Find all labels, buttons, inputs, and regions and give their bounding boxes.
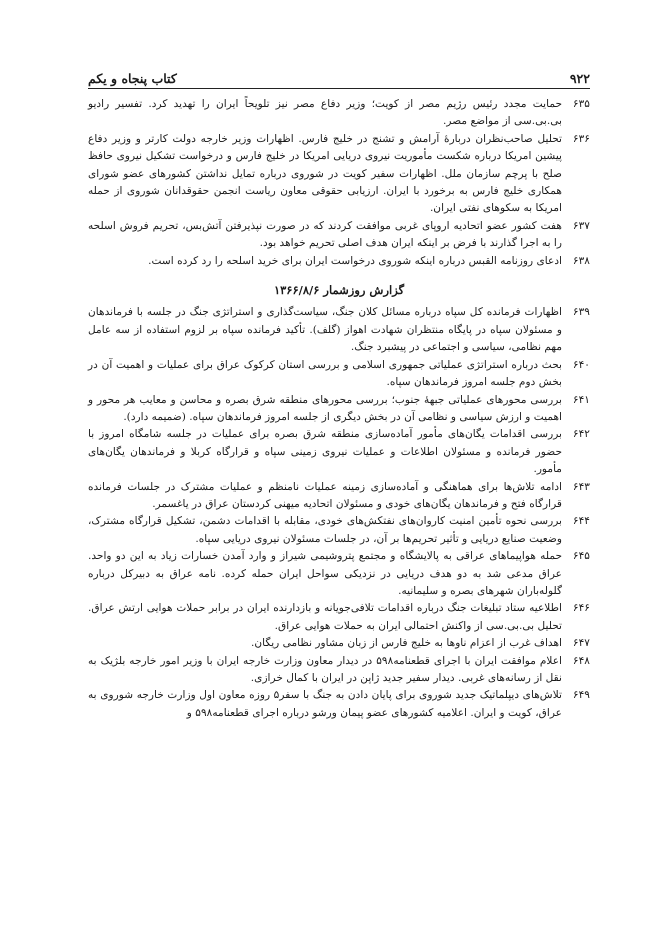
entry-text: ادامه تلاش‌ها برای هماهنگی و آماده‌سازی زمینه عملیات نامنظم و عملیات مشترک در جلسات فرمانده قرارگاه فتح و فرماندهان یگان‌های خودی و مسئولان اتحادیه میهنی کردستان عراق در یاغسمر.	[88, 480, 562, 510]
entry-text: تلاش‌های دیپلماتیک جدید شوروی برای پایان دادن به جنگ با سفر۵ روزه معاون اول وزارت خارجه شوروی به عراق، کویت و ایران. اعلامیه کشورهای عضو پیمان ورشو درباره اجرای قطعنامه۵۹۸ و	[88, 689, 562, 719]
entry-text: اظهارات فرمانده کل سپاه درباره مسائل کلان جنگ، سیاست‌گذاری و استراتژی جنگ در جلسه با فرماندهان و مسئولان سپاه در پایگاه منتظران شهادت اهواز (گلف). تأکید فرمانده سپاه بر لزوم استفاده از سه عامل مهم نظامی، سیاسی و اجتماعی در پیشبرد جنگ.	[88, 306, 562, 354]
entry-text: اهداف غرب از اعزام ناوها به خلیج فارس از زبان مشاور نظامی ریگان.	[251, 637, 562, 650]
page-number: ۹۲۲	[569, 71, 590, 86]
entry-number: ۶۴۸	[572, 654, 590, 667]
section-title: گزارش روزشمار ۱۳۶۶/۸/۶	[273, 283, 405, 298]
entry-number: ۶۳۹	[572, 306, 590, 319]
entry-text: بحث درباره استراتژی عملیاتی جمهوری اسلامی و بررسی استان کرکوک عراق برای عملیات و اهمیت آن در بخش دوم جلسه امروز فرماندهان سپاه.	[88, 358, 562, 389]
entry	[88, 218, 590, 253]
entry-number: ۶۴۵	[572, 550, 590, 563]
entry	[88, 392, 590, 427]
entry	[88, 635, 590, 652]
entry	[88, 131, 590, 218]
entry-number: ۶۳۸	[572, 254, 590, 267]
entry-text: بررسی نحوه تأمین امنیت کاروان‌های نفتکش‌های خودی، مقابله با اقدامات دشمن، تشکیل قرارگاه مشترک، وضعیت صنایع دریایی و تأثیر تحریم‌ها بر آن، در جلسات مسئولان نیروی دریایی سپاه.	[88, 515, 562, 545]
entry	[88, 357, 590, 392]
entry-number: ۶۴۰	[572, 358, 590, 371]
entries-group-after	[88, 304, 590, 722]
entry-number: ۶۴۹	[572, 689, 590, 702]
entries-list	[88, 96, 590, 722]
entry-text: هفت کشور عضو اتحادیه اروپای غربی موافقت کردند که در صورت نپذیرفتن آتش‌بس، تحریم فروش اسلحه را به اجرا گذارند با فرض بر اینکه ایران هدف اصلی تحریم خواهد بود.	[88, 219, 562, 250]
entry	[88, 426, 590, 478]
entry-text: ادعای روزنامه القبس درباره اینکه شوروی درخواست ایران برای خرید اسلحه را رد کرده است.	[148, 254, 562, 267]
entry-number: ۶۳۵	[572, 98, 590, 110]
entry-number: ۶۴۷	[572, 637, 590, 650]
running-header	[88, 64, 590, 86]
entry-number: ۶۴۱	[572, 393, 590, 406]
entry	[88, 513, 590, 548]
entry-text: حمایت مجدد رئیس رژیم مصر از کویت؛ وزیر دفاع مصر نیز تلویحاً ایران را تهدید کرد. تفسیر رادیو بی.بی.سی از مواضع مصر.	[88, 98, 562, 128]
entry-text: اطلاعیه ستاد تبلیغات جنگ درباره اقدامات تلافی‌جویانه و بازدارنده ایران در برابر حملات هوایی ارتش عراق. تحلیل بی.بی.سی از واکنش احتمالی ایران به حملات هوایی عراق.	[88, 602, 562, 632]
entries-group-before	[88, 96, 590, 270]
entry-text: بررسی محورهای عملیاتی جبههٔ جنوب؛ بررسی محورهای منطقه شرق بصره و محاسن و معایب هر محور و اهمیت و ارزش سیاسی و نظامی آن در بخش دیگری از جلسه امروز فرماندهان سپاه. (ضمیمه دارد).	[88, 393, 562, 423]
entry	[88, 653, 590, 688]
entry-text: بررسی اقدامات یگان‌های مأمور آماده‌سازی منطقه شرق بصره برای عملیات در جلسه شامگاه امروز با حضور فرمانده و مسئولان اطلاعات و عملیات نیروی زمینی سپاه و قرارگاه کربلا و فرماندهان یگان‌های مأمور.	[88, 428, 562, 476]
entry-text: تحلیل صاحب‌نظران دربارهٔ آرامش و تشنج در خلیج فارس. اظهارات وزیر خارجه دولت کارتر و وزیر دفاع پیشین امریکا درباره شکست مأموریت نیروی دریایی امریکا در خلیج فارس و درخواست تشکیل نیروی حافظ صلح با پرچم سازمان ملل. اظهارات سفیر کویت در شوروی درباره تمایل نداشتن کشورهای عضو شورای همکاری خلیج فارس به برخورد با ایران. ارزیابی حقوقی معاون ریاست انجمن حقوقدانان شوروی از حمله امریکا به سکوهای نفتی ایران.	[88, 132, 562, 215]
entry	[88, 253, 590, 270]
entry-text: اعلام موافقت ایران با اجرای قطعنامه۵۹۸ در دیدار معاون وزارت خارجه ایران با وزیر امور خارجه بلژیک به نقل از رسانه‌های غربی. دیدار سفیر جدید ژاپن در ایران با کمال خرازی.	[88, 654, 563, 684]
entry-number: ۶۳۶	[572, 132, 590, 145]
entry-number: ۶۴۴	[572, 515, 590, 528]
book-title: کتاب پنجاه و یکم	[88, 71, 177, 86]
entry	[88, 687, 590, 722]
entry-number: ۶۳۷	[572, 219, 590, 232]
header-divider	[88, 88, 590, 89]
entry	[88, 304, 590, 356]
entry-text: حمله هواپیماهای عراقی به پالایشگاه و مجتمع پتروشیمی شیراز و وارد آمدن خسارات زیاد به این دو واحد. عراق مدعی شد به دو هدف دریایی در نزدیکی سواحل ایران حمله کرده. نامه عراق به دبیرکل درباره گلوله‌باران شهرهای بصره و سلیمانیه.	[88, 550, 562, 597]
entry	[88, 548, 590, 600]
entry	[88, 96, 590, 131]
entry-number: ۶۴۳	[572, 480, 590, 493]
entry	[88, 600, 590, 635]
entry-number: ۶۴۶	[572, 602, 590, 615]
entry-number: ۶۴۲	[572, 428, 590, 441]
entry	[88, 479, 590, 514]
